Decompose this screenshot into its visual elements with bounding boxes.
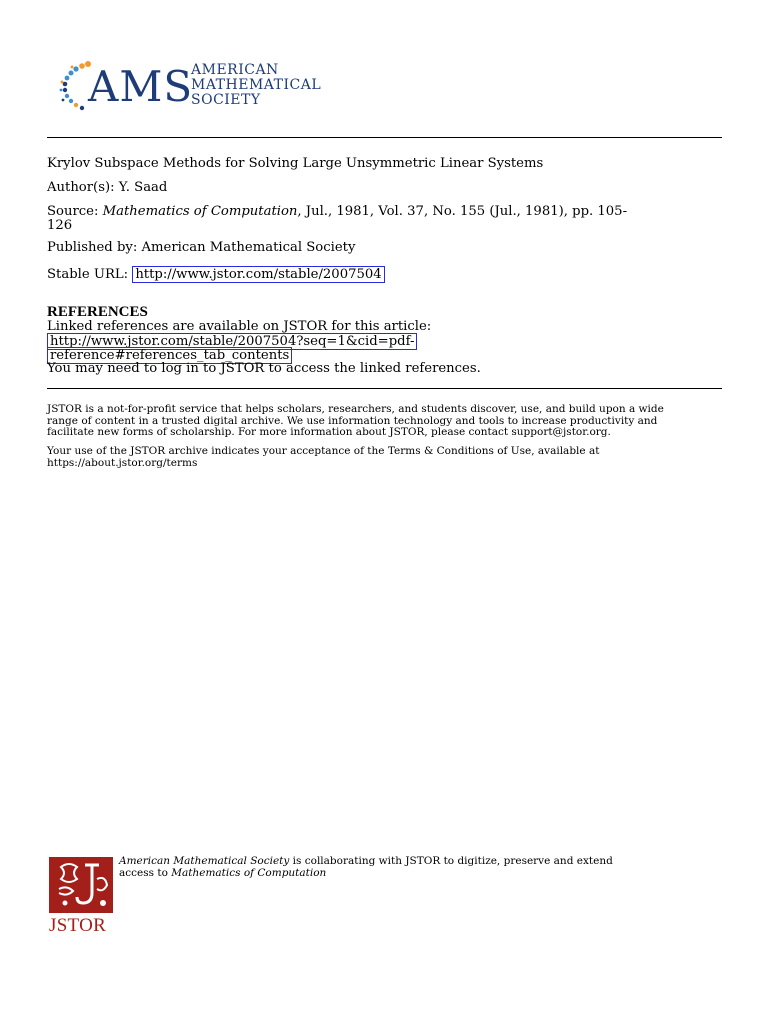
divider-top (47, 137, 722, 138)
jstor-wordmark: JSTOR (49, 915, 107, 936)
terms-notice: Your use of the JSTOR archive indicates your acceptance of the Terms & Conditions of Use, available at https://about.jstor.org/terms (47, 445, 600, 469)
references-intro: Linked references are available on JSTOR for this article: (47, 319, 432, 334)
author-label: Author(s): (47, 180, 115, 195)
ams-full-name (191, 63, 321, 108)
collab-access: access to (119, 867, 172, 879)
references-link-part1[interactable]: http://www.jstor.com/stable/2007504?seq=1&cid=pdf- (47, 333, 417, 350)
collab-journal: Mathematics of Computation (171, 867, 327, 879)
jstor-notice: JSTOR is a not-for-profit service that helps scholars, researchers, and students discover, use, and build upon a wide range of content in a trusted digital archive. We use information technology and tools to increase productivity and facilitate new forms of scholarship. For more information about JSTOR, please contact support@jstor.org. (47, 403, 664, 438)
collab-text: is collaborating with JSTOR to digitize, preserve and extend (289, 855, 613, 867)
author-line (47, 180, 167, 195)
ams-name-line2: MATHEMATICAL (191, 77, 322, 93)
publisher-line (47, 240, 355, 255)
stable-url-label: Stable URL: (47, 267, 129, 282)
ams-name-line1: AMERICAN (191, 62, 279, 78)
publisher-label: Published by: (47, 240, 138, 255)
references-login-note: You may need to log in to JSTOR to access the linked references. (47, 361, 481, 376)
divider-bottom (47, 388, 722, 389)
references-link-part2[interactable]: reference#references_tab_contents (47, 347, 292, 364)
journal-name: Mathematics of Computation (102, 204, 298, 219)
source-pages-cont: 126 (47, 218, 73, 233)
ams-logo (58, 58, 338, 118)
source-line (47, 204, 627, 219)
collaboration-note (119, 855, 679, 879)
stable-url-link[interactable]: http://www.jstor.com/stable/2007504 (132, 266, 384, 283)
article-title: Krylov Subspace Methods for Solving Large Unsymmetric Linear Systems (47, 156, 544, 171)
source-details: , Jul., 1981, Vol. 37, No. 155 (Jul., 1981), pp. 105- (297, 204, 628, 219)
source-label: Source: (47, 204, 99, 219)
collab-society: American Mathematical Society (119, 855, 290, 867)
ams-name-line3: SOCIETY (191, 92, 261, 108)
author-value: Y. Saad (118, 180, 168, 195)
publisher-value: American Mathematical Society (141, 240, 356, 255)
jstor-logo-icon (49, 857, 113, 913)
jstor-logo (49, 857, 115, 937)
stable-url-line (47, 267, 385, 282)
references-heading: REFERENCES (47, 304, 148, 320)
ams-acronym: AMS (88, 62, 194, 111)
